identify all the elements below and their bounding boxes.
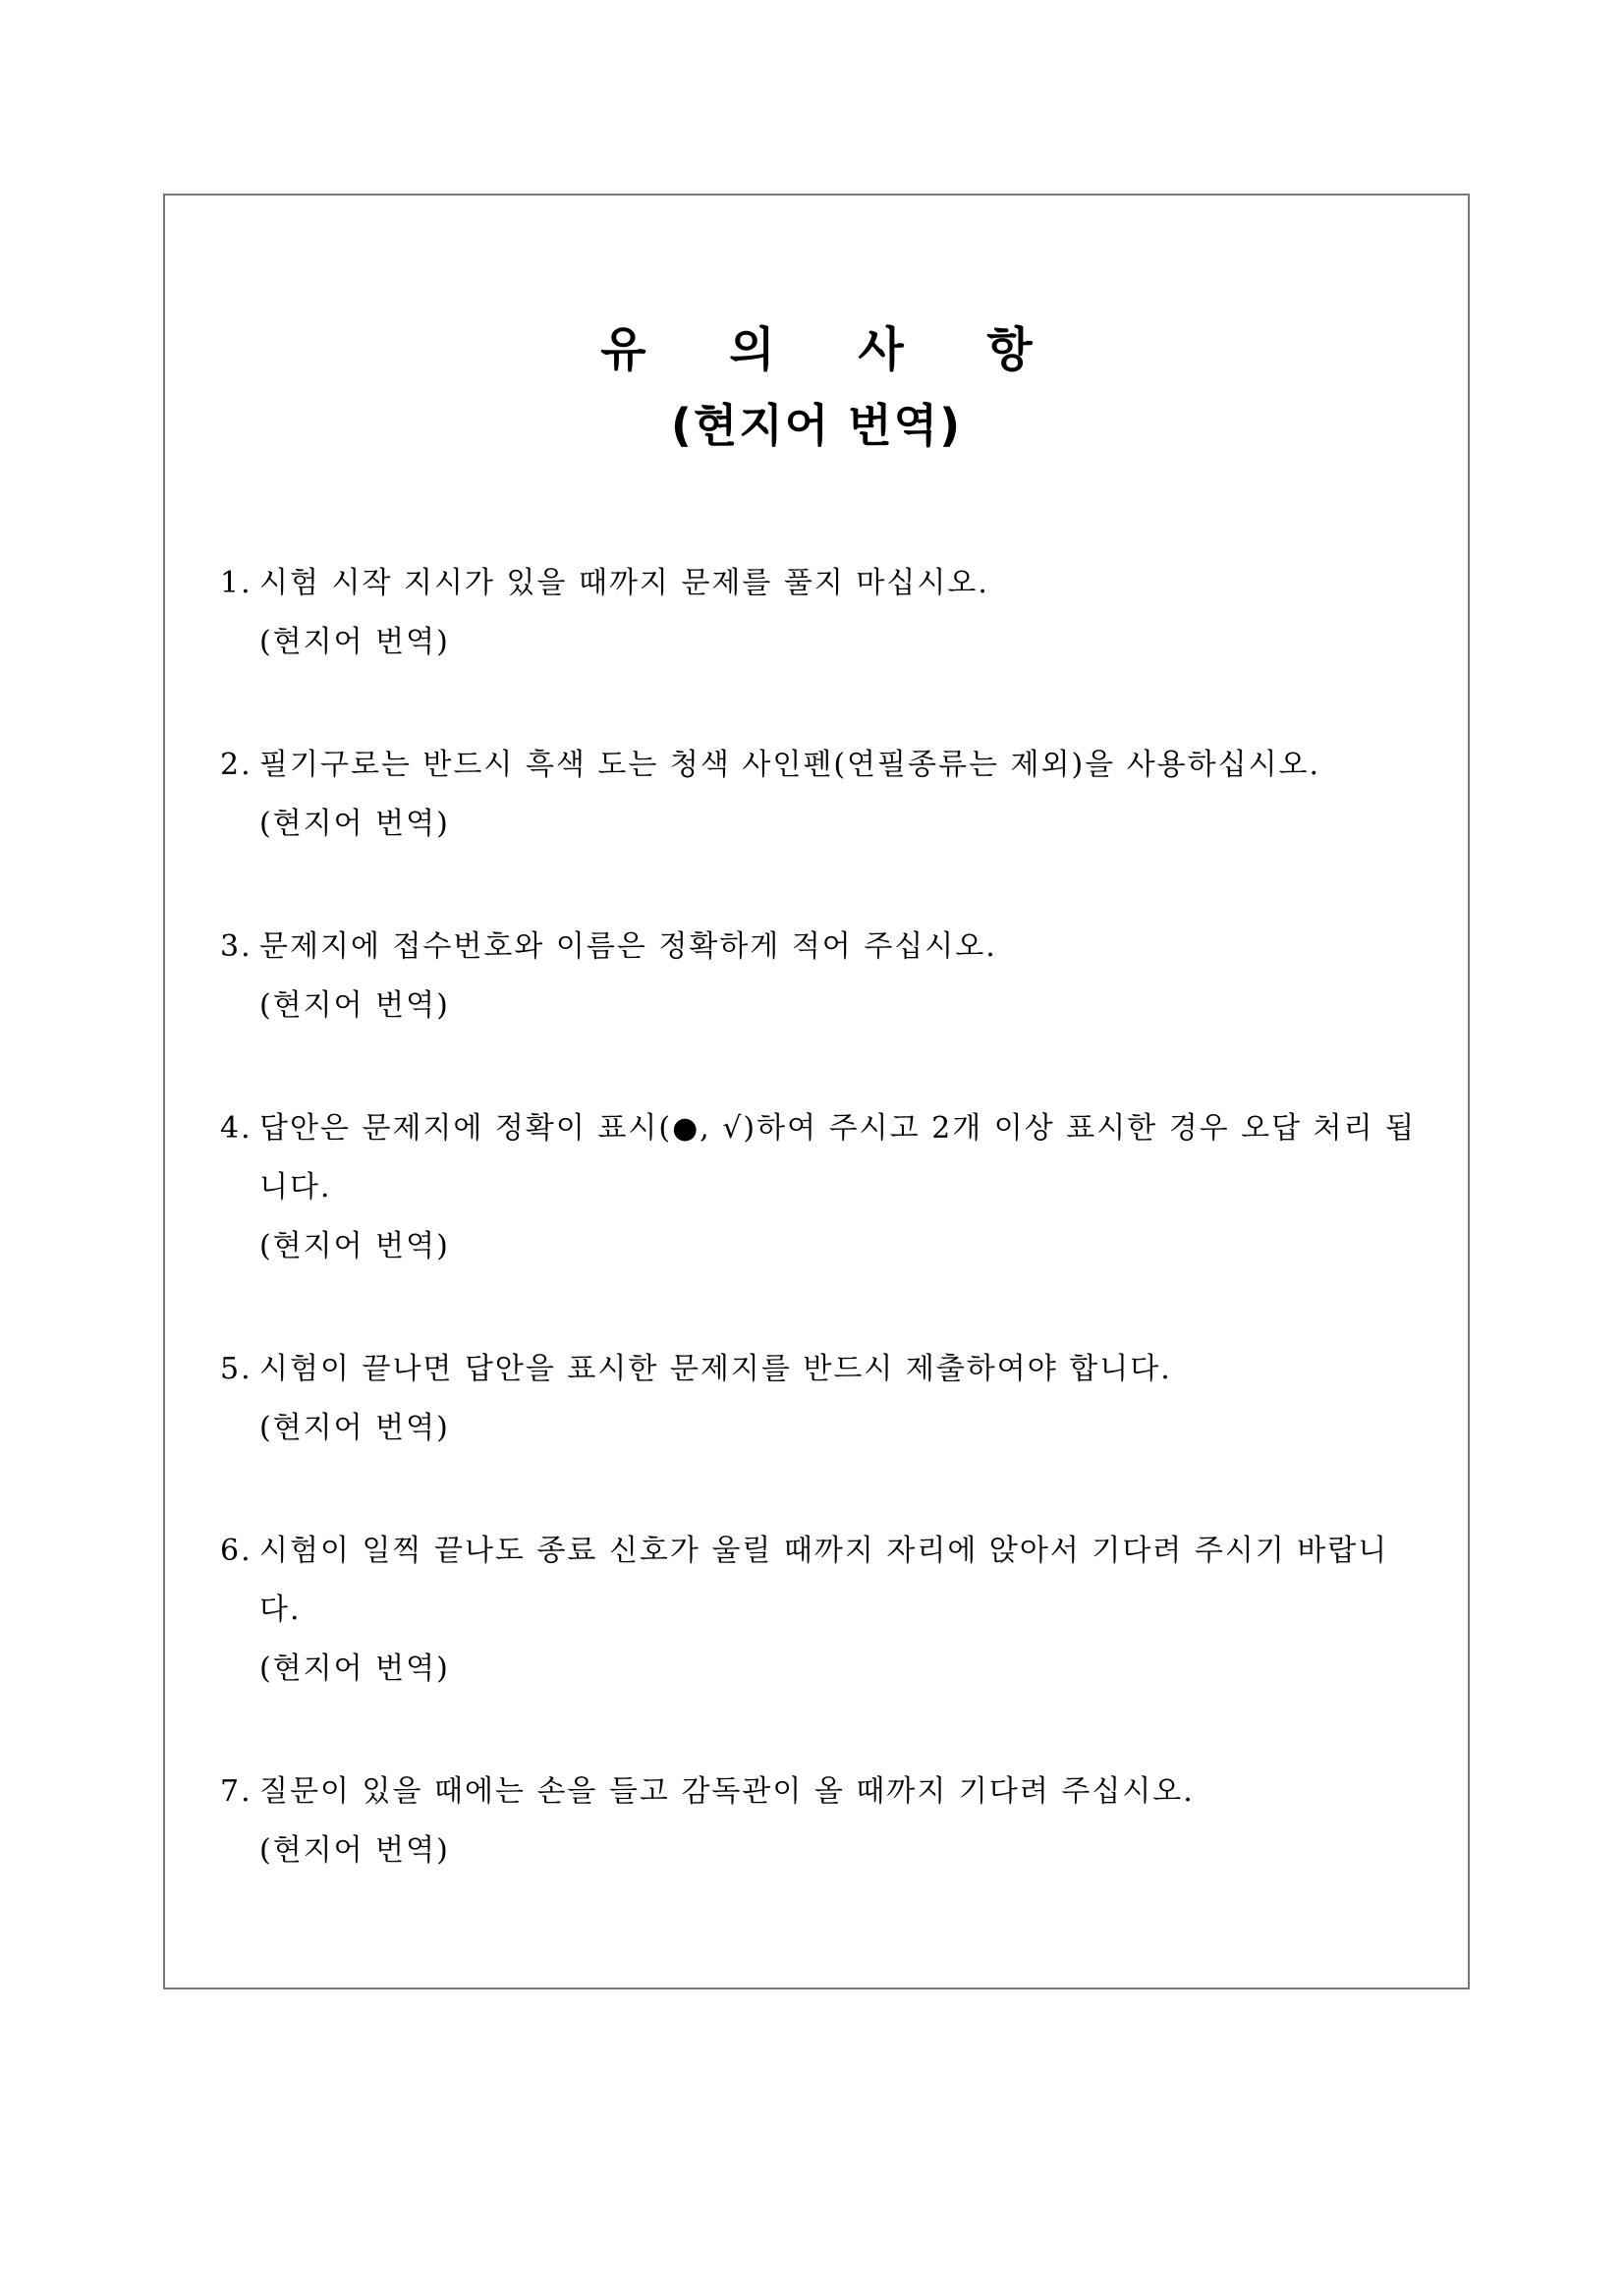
item-number: 2. bbox=[220, 748, 252, 782]
item-number: 6. bbox=[220, 1534, 252, 1568]
item-text: 시험 시작 지시가 있을 때까지 문제를 풀지 마십시오. bbox=[259, 566, 989, 600]
item-number: 3. bbox=[220, 929, 252, 964]
item-translation: (현지어 번역) bbox=[259, 807, 450, 841]
item-text: 시험이 끝나면 답안을 표시한 문제지를 반드시 제출하여야 합니다. bbox=[259, 1352, 1172, 1386]
item-number: 7. bbox=[220, 1774, 252, 1809]
item-translation: (현지어 번역) bbox=[259, 1411, 450, 1445]
item-number: 1. bbox=[220, 566, 252, 600]
notice-frame bbox=[163, 194, 1470, 1989]
notice-item-4 bbox=[220, 1099, 1428, 1276]
item-translation: (현지어 번역) bbox=[259, 1652, 450, 1686]
item-translation: (현지어 번역) bbox=[259, 1229, 450, 1263]
item-translation: (현지어 번역) bbox=[259, 988, 450, 1023]
page-subtitle: (현지어 번역) bbox=[670, 399, 963, 452]
notice-item-6 bbox=[220, 1522, 1428, 1699]
item-number: 5. bbox=[220, 1352, 252, 1386]
item-text: 답안은 문제지에 정확이 표시(●, √)하여 주시고 2개 이상 표시한 경우 오답 처리 됩니다. bbox=[259, 1111, 1417, 1204]
item-text: 필기구로는 반드시 흑색 도는 청색 사인펜(연필종류는 제외)을 사용하십시오. bbox=[259, 748, 1321, 782]
notice-item-7 bbox=[220, 1763, 1428, 1880]
item-number: 4. bbox=[220, 1111, 252, 1146]
notice-item-1 bbox=[220, 554, 1428, 672]
item-text: 질문이 있을 때에는 손을 들고 감독관이 올 때까지 기다려 주십시오. bbox=[259, 1774, 1195, 1809]
item-translation: (현지어 번역) bbox=[259, 1833, 450, 1868]
notice-item-5 bbox=[220, 1340, 1428, 1458]
item-translation: (현지어 번역) bbox=[259, 625, 450, 659]
page-title: 유 의 사 항 bbox=[600, 322, 1066, 377]
notice-item-2 bbox=[220, 736, 1428, 854]
notice-item-3 bbox=[220, 918, 1428, 1036]
item-text: 문제지에 접수번호와 이름은 정확하게 적어 주십시오. bbox=[259, 929, 997, 964]
item-text: 시험이 일찍 끝나도 종료 신호가 울릴 때까지 자리에 앉아서 기다려 주시기 바랍니다. bbox=[259, 1534, 1389, 1627]
